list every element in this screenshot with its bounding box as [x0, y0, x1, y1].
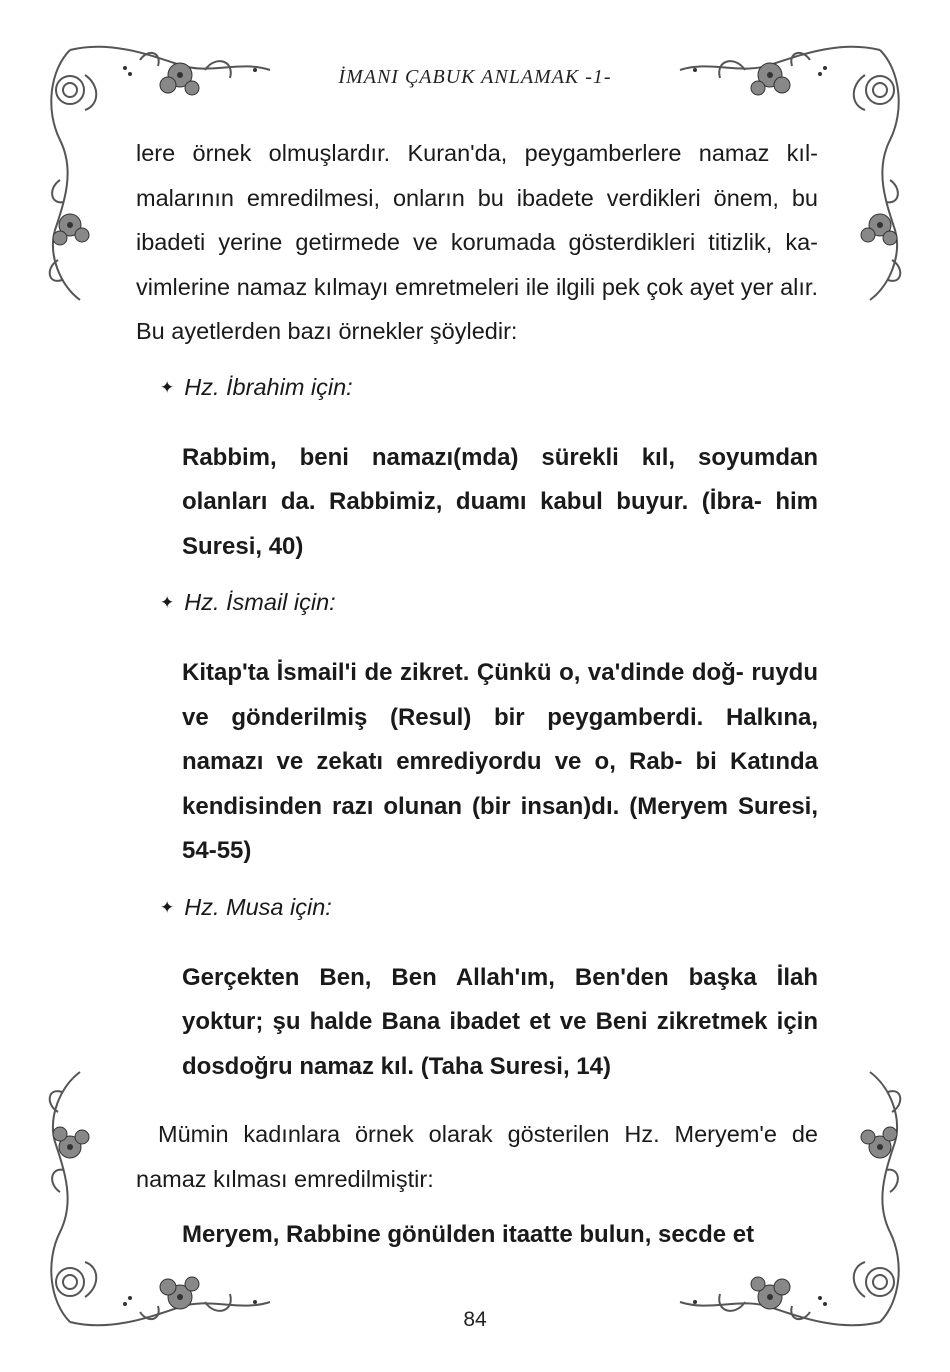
- verse-line: Gerçekten Ben, Ben Allah'ım, Ben'den başka İlah: [182, 963, 818, 991]
- section-label-ibrahim: [160, 372, 818, 405]
- verse-ismail: [182, 651, 818, 874]
- verse-line: yoktur; şu halde Bana ibadet et ve Beni zikretmek: [182, 1008, 768, 1035]
- verse-meryem: [182, 1213, 818, 1258]
- star-bullet-icon: ✦: [160, 593, 175, 612]
- section-label-ismail: [160, 587, 818, 620]
- verse-line: (Meryem Suresi, 54-55): [182, 792, 819, 864]
- text-line: namaz kılması emredilmiştir:: [136, 1165, 434, 1192]
- verse-ibrahim: [182, 436, 818, 570]
- verse-line: ruydu ve gönderilmiş (Resul) bir peygamberdi.: [182, 659, 818, 731]
- verse-line: bi Katında kendisinden razı olunan (bir insan)dı.: [182, 748, 818, 820]
- page-number: 84: [463, 1308, 487, 1331]
- verse-line: için dosdoğru namaz kıl. (Taha Suresi, 14): [182, 1008, 818, 1080]
- text-line: Mümin kadınlara örnek olarak gösterilen Hz. Meryem'e de: [158, 1121, 818, 1147]
- verse-line: him Suresi, 40): [182, 488, 818, 560]
- section-label-text: Hz. İbrahim için:: [184, 373, 353, 400]
- intro-paragraph: [136, 131, 818, 354]
- star-bullet-icon: ✦: [160, 377, 175, 397]
- section-label-text: Hz. İsmail için:: [184, 589, 336, 615]
- verse-line: Meryem, Rabbine gönülden itaatte bulun, secde et: [182, 1221, 755, 1248]
- verse-line: Rabbim, beni namazı(mda) sürekli kıl, soyumdan: [182, 443, 818, 471]
- verse-line: Halkına, namazı ve zekatı emrediyordu ve o, Rab-: [182, 703, 818, 775]
- text-line: ibadeti yerine getirmede ve korumada gösterdikleri titizlik, ka-: [136, 229, 818, 255]
- section-label-text: Hz. Musa için:: [184, 893, 332, 920]
- text-line: vimlerine namaz kılmayı emretmeleri ile ilgili pek çok ayet yer: [136, 273, 774, 300]
- page-body: [136, 131, 818, 1258]
- running-header: İMANI ÇABUK ANLAMAK -1-: [338, 66, 612, 88]
- text-line: alır. Bu ayetlerden bazı örnekler şöyledir:: [136, 273, 818, 344]
- verse-line: Kitap'ta İsmail'i de zikret. Çünkü o, va'dinde doğ-: [182, 659, 744, 686]
- section-label-musa: [160, 892, 818, 925]
- star-bullet-icon: ✦: [160, 897, 175, 917]
- verse-line: olanları da. Rabbimiz, duamı kabul buyur. (İbra-: [182, 488, 762, 515]
- text-line: lere örnek olmuşlardır. Kuran'da, peygamberlere namaz kıl-: [136, 140, 818, 166]
- closing-paragraph: [136, 1112, 818, 1201]
- verse-musa: [182, 956, 818, 1090]
- text-line: malarının emredilmesi, onların bu ibadete verdikleri önem, bu: [136, 184, 818, 211]
